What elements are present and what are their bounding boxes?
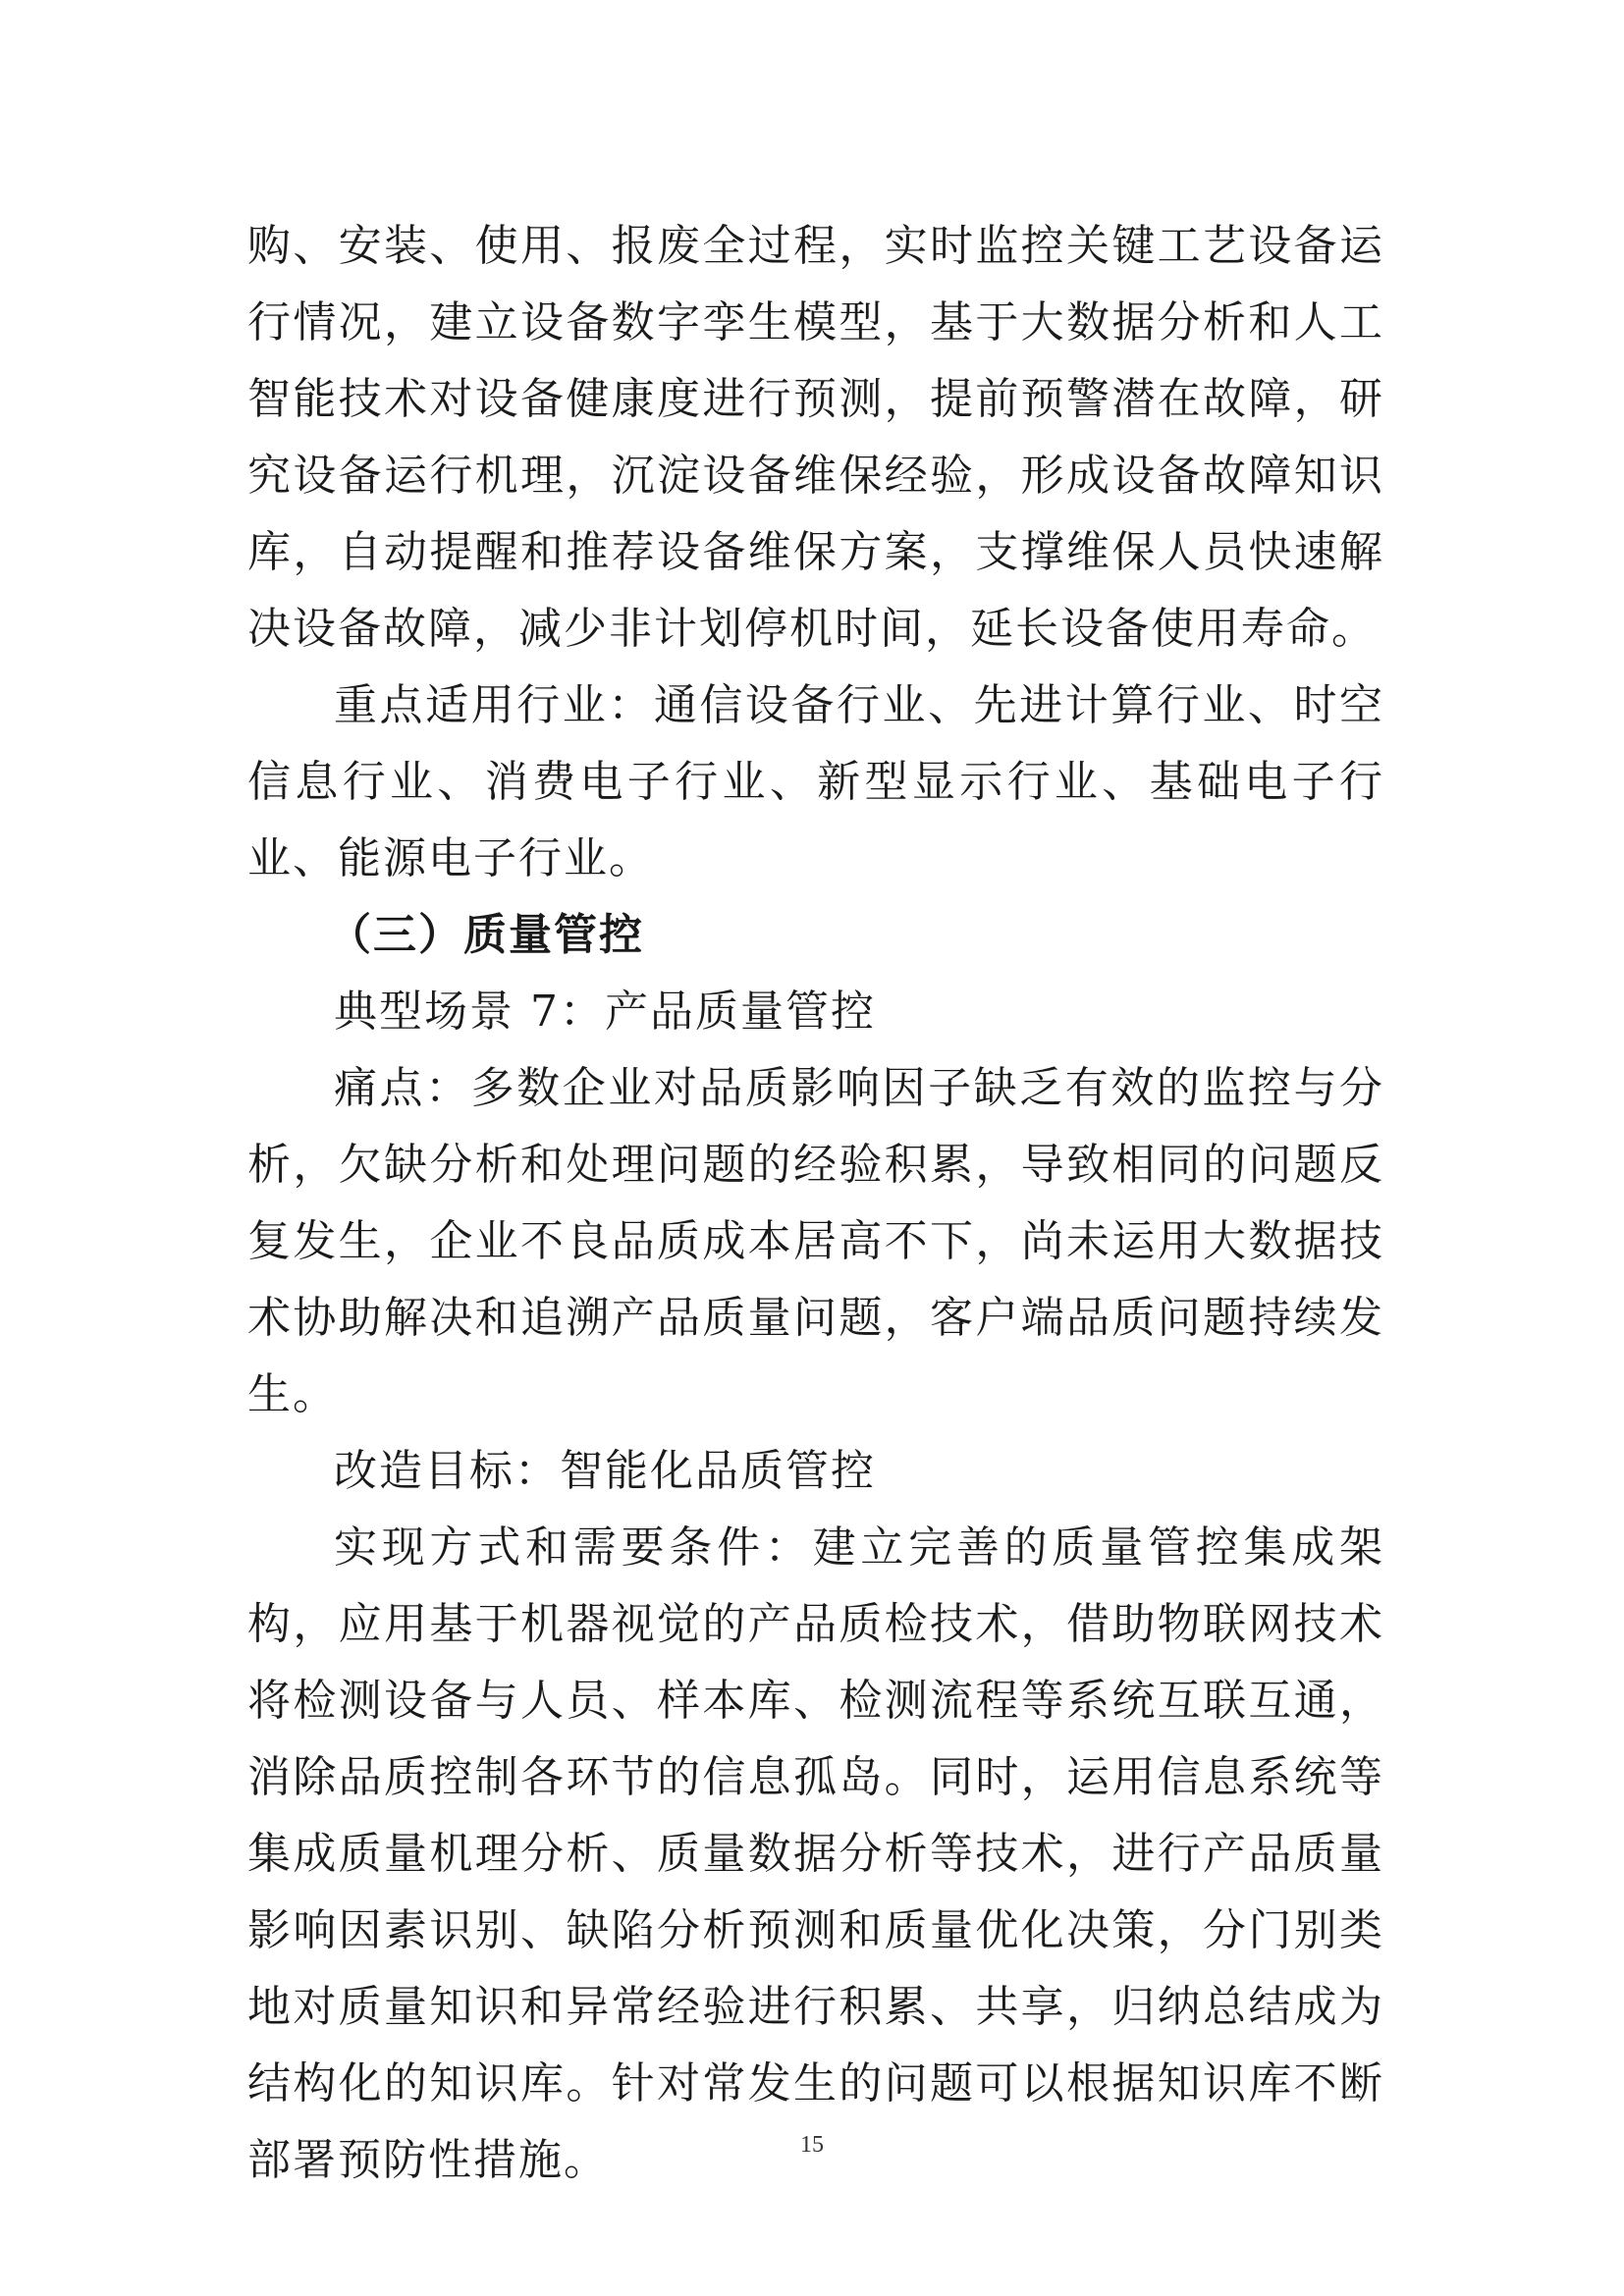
paragraph-implementation: 实现方式和需要条件：建立完善的质量管控集成架构，应用基于机器视觉的产品质检技术，借助物联网技术将检测设备与人员、样本库、检测流程等系统互联互通，消除品质控制各环节的信息孤岛。同时，运用信息系统等集成质量机理分析、质量数据分析等技术，进行产品质量影响因素识别、缺陷分析预测和质量优化决策，分门别类地对质量知识和异常经验进行积累、共享，归纳总结成为结构化的知识库。针对常发生的问题可以根据知识库不断部署预防性措施。 [247,1522,1384,2185]
scenario-title: 典型场景 7：产品质量管控 [334,987,876,1037]
page-number: 15 [800,2132,824,2158]
paragraph-goal: 改造目标：智能化品质管控 [334,1446,876,1496]
section-heading: （三）质量管控 [328,910,644,960]
paragraph-equipment-maintenance: 购、安装、使用、报废全过程，实时监控关键工艺设备运行情况，建立设备数字孪生模型，基于大数据分析和人工智能技术对设备健康度进行预测，提前预警潜在故障，研究设备运行机理，沉淀设备维保经验，形成设备故障知识库，自动提醒和推荐设备维保方案，支撑维保人员快速解决设备故障，减少非计划停机时间，延长设备使用寿命。 [247,221,1384,654]
paragraph-applicable-industries: 重点适用行业：通信设备行业、先进计算行业、时空信息行业、消费电子行业、新型显示行业、基础电子行业、能源电子行业。 [247,680,1384,883]
paragraph-pain-point: 痛点：多数企业对品质影响因子缺乏有效的监控与分析，欠缺分析和处理问题的经验积累，导致相同的问题反复发生，企业不良品质成本居高不下，尚未运用大数据技术协助解决和追溯产品质量问题，客户端品质问题持续发生。 [247,1063,1384,1419]
page-content [247,208,1384,2199]
